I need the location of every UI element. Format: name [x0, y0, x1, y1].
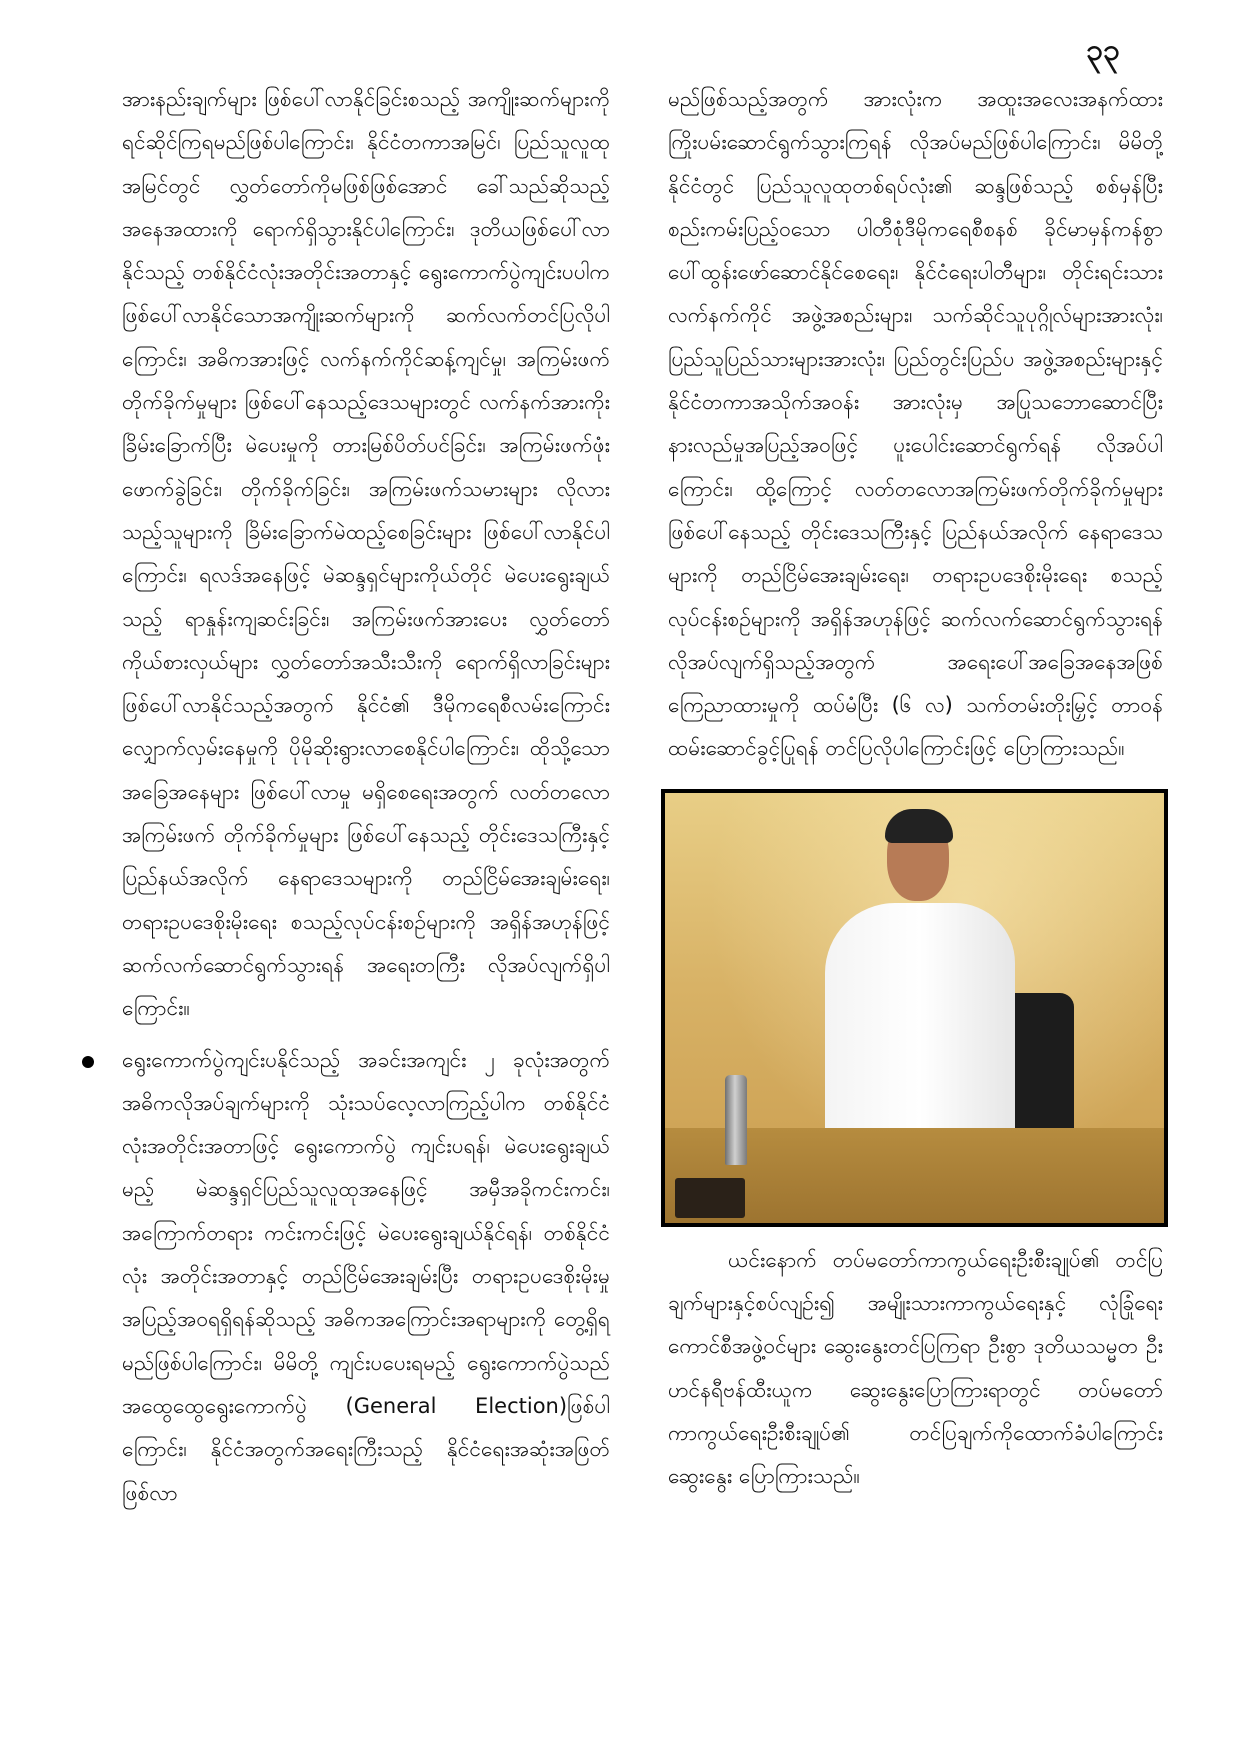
- bullet-icon: [82, 1056, 94, 1068]
- right-column: [668, 78, 1163, 1499]
- photo-tissue-box: [675, 1178, 745, 1218]
- photo-caption-paragraph: ယင်းနောက် တပ်မတော်ကာကွယ်ရေးဦးစီးချုပ်၏ တင်ပြချက်များနှင့်စပ်လျဉ်း၍ အမျိုးသားကာကွယ်ရေးနှင့် လုံခြုံရေးကောင်စီအဖွဲ့ဝင်များ ဆွေးနွေးတင်ပြကြရာ ဦးစွာ ဒုတိယသမ္မတ ဦးဟင်နရီဗန်ထီးယူက ဆွေးနွေးပြောကြားရာတွင် တပ်မတော်ကာကွယ်ရေးဦးစီးချုပ်၏ တင်ပြချက်ကိုထောက်ခံပါကြောင်းဆွေးနွေး ပြောကြားသည်။: [668, 1247, 1163, 1489]
- meeting-photo: [661, 789, 1168, 1227]
- page-number: ၃၃: [1086, 33, 1120, 68]
- photo-flask: [725, 1075, 747, 1165]
- left-column: [122, 78, 610, 1515]
- bullet-paragraph: ရွေးကောက်ပွဲကျင်းပနိုင်သည့် အခင်းအကျင်း ၂ ခုလုံးအတွက် အဓိကလိုအပ်ချက်များကို သုံးသပ်လေ့လာကြည့်ပါက တစ်နိုင်ငံလုံးအတိုင်းအတာဖြင့် ရွေးကောက်ပွဲ ကျင်းပရန်၊ မဲပေးရွေးချယ်မည့် မဲဆန္ဒရှင်ပြည်သူလူထုအနေဖြင့် အမှီအခိုကင်းကင်း၊ အကြောက်တရား ကင်းကင်းဖြင့် မဲပေးရွေးချယ်နိုင်ရန်၊ တစ်နိုင်ငံလုံး အတိုင်းအတာနှင့် တည်ငြိမ်အေးချမ်းပြီး တရားဥပဒေစိုးမိုးမှု အပြည့်အဝရရှိရန်ဆိုသည့် အဓိကအကြောင်းအရာများကို တွေ့ရှိရမည်ဖြစ်ပါကြောင်း၊ မိမိတို့ ကျင်းပပေးရမည့် ရွေးကောက်ပွဲသည် အထွေထွေရွေးကောက်ပွဲ (General Election)ဖြစ်ပါကြောင်း၊ နိုင်ငံအတွက်အရေးကြီးသည့် နိုင်ငံရေးအဆုံးအဖြတ် ဖြစ်လာ: [122, 1047, 610, 1505]
- right-paragraph-1: မည်ဖြစ်သည့်အတွက် အားလုံးက အထူးအလေးအနက်ထား ကြိုးပမ်းဆောင်ရွက်သွားကြရန် လိုအပ်မည်ဖြစ်ပါကြောင်း၊ မိမိတို့နိုင်ငံတွင် ပြည်သူလူထုတစ်ရပ်လုံး၏ ဆန္ဒဖြစ်သည့် စစ်မှန်ပြီး စည်းကမ်းပြည့်ဝသော ပါတီစုံဒီမိုကရေစီစနစ် ခိုင်မာမှန်ကန်စွာ ပေါ်ထွန်းဖော်ဆောင်နိုင်စေရေး၊ နိုင်ငံရေးပါတီများ၊ တိုင်းရင်းသားလက်နက်ကိုင် အဖွဲ့အစည်းများ၊ သက်ဆိုင်သူပုဂ္ဂိုလ်များအားလုံး၊ ပြည်သူပြည်သားများအားလုံး၊ ပြည်တွင်းပြည်ပ အဖွဲ့အစည်းများနှင့် နိုင်ငံတကာအသိုက်အဝန်း အားလုံးမှ အပြုသဘောဆောင်ပြီး နားလည်မှုအပြည့်အဝဖြင့် ပူးပေါင်းဆောင်ရွက်ရန် လိုအပ်ပါကြောင်း၊ ထို့ကြောင့် လတ်တလောအကြမ်းဖက်တိုက်ခိုက်မှုများ ဖြစ်ပေါ်နေသည့် တိုင်းဒေသကြီးနှင့် ပြည်နယ်အလိုက် နေရာဒေသများကို တည်ငြိမ်အေးချမ်းရေး၊ တရားဥပဒေစိုးမိုးရေး စသည့်လုပ်ငန်းစဉ်များကို အရှိန်အဟုန်ဖြင့် ဆက်လက်ဆောင်ရွက်သွားရန် လိုအပ်လျက်ရှိသည့်အတွက် အရေးပေါ်အခြေအနေအဖြစ် ကြေညာထားမှုကို ထပ်မံပြီး (၆ လ) သက်တမ်းတိုးမြှင့် တာဝန်ထမ်းဆောင်ခွင့်ပြုရန် တင်ပြလိုပါကြောင်းဖြင့် ပြောကြားသည်။: [668, 87, 1163, 761]
- left-paragraph-1: အားနည်းချက်များ ဖြစ်ပေါ်လာနိုင်ခြင်းစသည့် အကျိုးဆက်များကို ရင်ဆိုင်ကြရမည်ဖြစ်ပါကြောင်း၊ နိုင်ငံတကာအမြင်၊ ပြည်သူလူထုအမြင်တွင် လွှတ်တော်ကိုမဖြစ်ဖြစ်အောင် ခေါ်သည်ဆိုသည့်အနေအထားကို ရောက်ရှိသွားနိုင်ပါကြောင်း၊ ဒုတိယဖြစ်ပေါ်လာနိုင်သည့် တစ်နိုင်ငံလုံးအတိုင်းအတာနှင့် ရွေးကောက်ပွဲကျင်းပပါက ဖြစ်ပေါ်လာနိုင်သောအကျိုးဆက်များကို ဆက်လက်တင်ပြလိုပါကြောင်း၊ အဓိကအားဖြင့် လက်နက်ကိုင်ဆန့်ကျင်မှု၊ အကြမ်းဖက်တိုက်ခိုက်မှုများ ဖြစ်ပေါ်နေသည့်ဒေသများတွင် လက်နက်အားကိုးခြိမ်းခြောက်ပြီး မဲပေးမှုကို တားမြစ်ပိတ်ပင်ခြင်း၊ အကြမ်းဖက်ဖုံးဖောက်ခွဲခြင်း၊ တိုက်ခိုက်ခြင်း၊ အကြမ်းဖက်သမားများ လိုလားသည့်သူများကို ခြိမ်းခြောက်မဲထည့်စေခြင်းများ ဖြစ်ပေါ်လာနိုင်ပါကြောင်း၊ ရလဒ်အနေဖြင့် မဲဆန္ဒရှင်များကိုယ်တိုင် မဲပေးရွေးချယ်သည့် ရာနှုန်းကျဆင်းခြင်း၊ အကြမ်းဖက်အားပေး လွှတ်တော်ကိုယ်စားလှယ်များ လွှတ်တော်အသီးသီးကို ရောက်ရှိလာခြင်းများ ဖြစ်ပေါ်လာနိုင်သည့်အတွက် နိုင်ငံ၏ ဒီမိုကရေစီလမ်းကြောင်း လျှောက်လှမ်းနေမှုကို ပိုမိုဆိုးရွားလာစေနိုင်ပါကြောင်း၊ ထိုသို့သောအခြေအနေများ ဖြစ်ပေါ်လာမှု မရှိစေရေးအတွက် လတ်တလောအကြမ်းဖက် တိုက်ခိုက်မှုများ ဖြစ်ပေါ်နေသည့် တိုင်းဒေသကြီးနှင့် ပြည်နယ်အလိုက် နေရာဒေသများကို တည်ငြိမ်အေးချမ်းရေး၊ တရားဥပဒေစိုးမိုးရေး စသည့်လုပ်ငန်းစဉ်များကို အရှိန်အဟုန်ဖြင့် ဆက်လက်ဆောင်ရွက်သွားရန် အရေးတကြီး လိုအပ်လျက်ရှိပါကြောင်း။: [122, 87, 610, 1021]
- bullet-list-item: [122, 1039, 610, 1515]
